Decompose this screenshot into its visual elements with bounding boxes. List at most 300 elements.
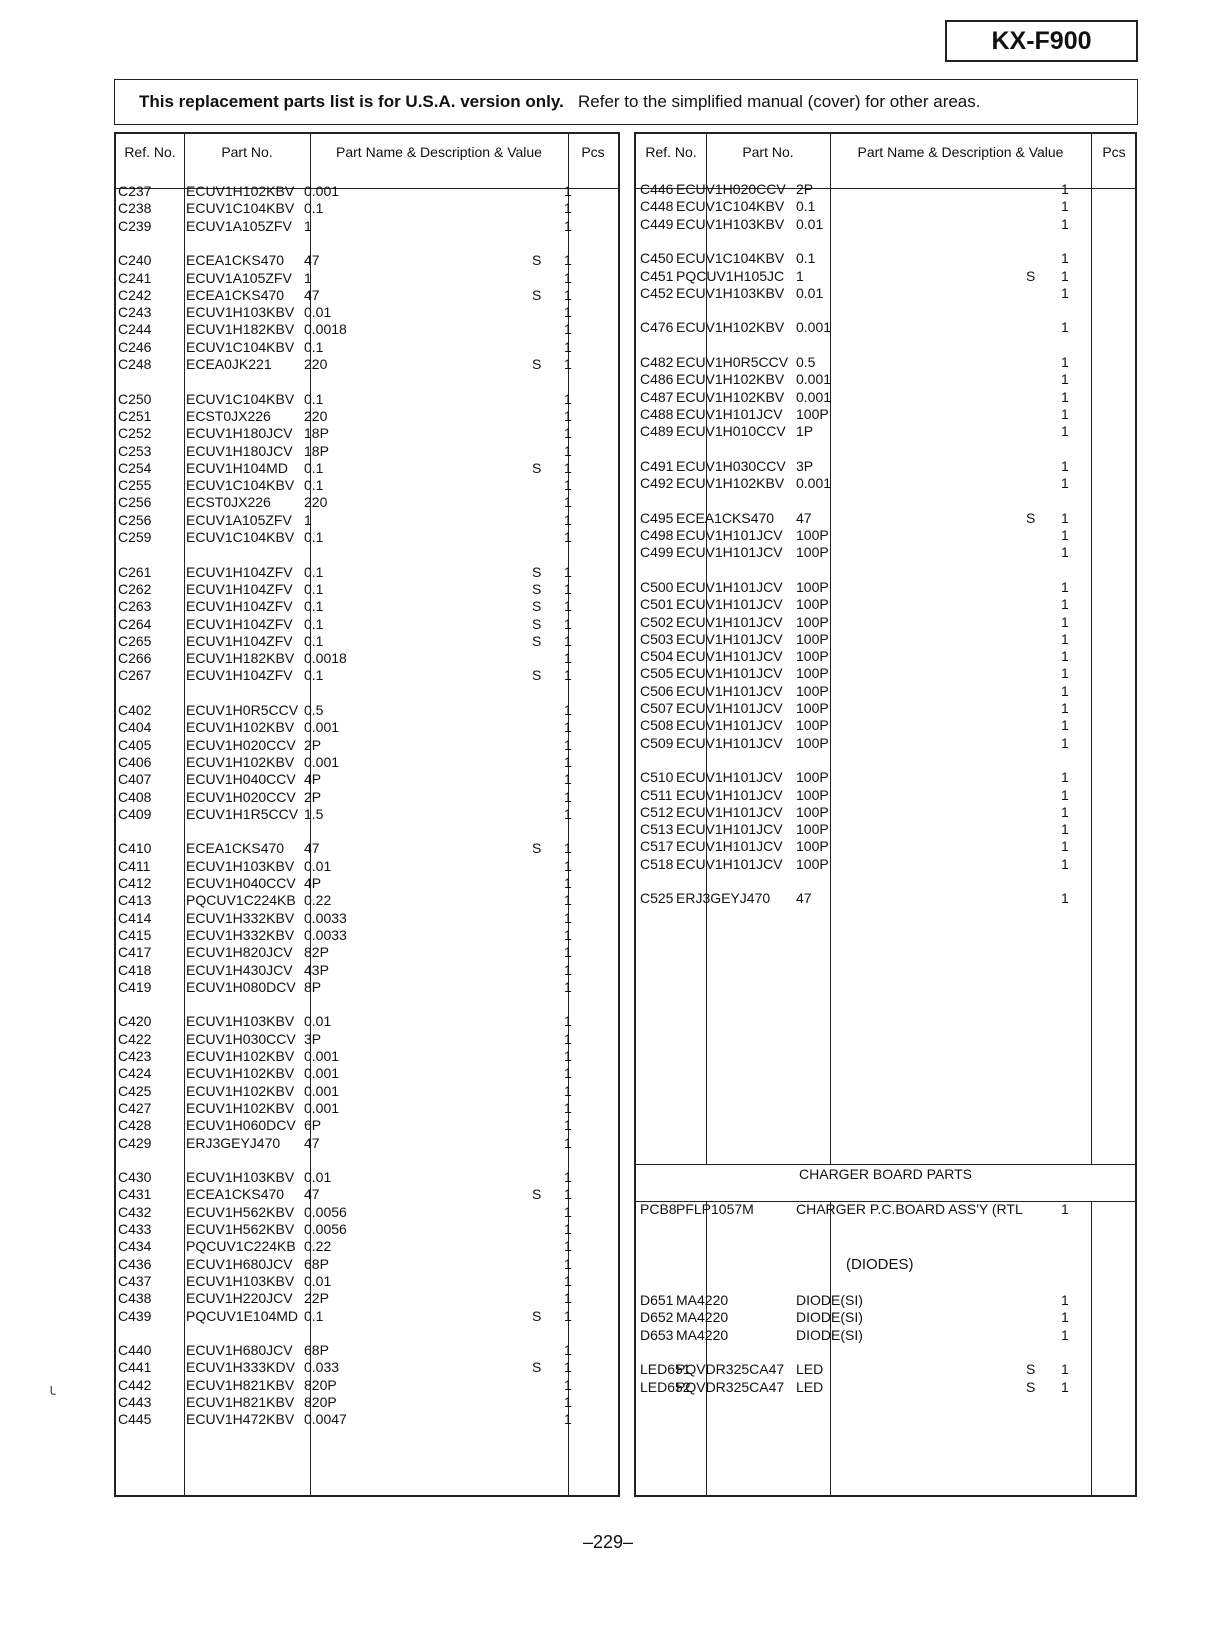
part-no: ECUV1H020CCV [676, 181, 786, 197]
ref-no: C499 [640, 544, 674, 561]
table-row [636, 716, 1135, 734]
description: 0.1 [304, 563, 324, 580]
pcs: 1 [564, 321, 572, 338]
header-pcs: Pcs [1102, 144, 1126, 160]
table-row [116, 961, 618, 979]
description: 0.22 [304, 892, 332, 909]
safety-mark: S [532, 840, 542, 857]
ref-no: C411 [118, 857, 151, 874]
pcs: 1 [1061, 544, 1069, 561]
part-no: ECEA1CKS470 [186, 252, 285, 269]
pcs: 1 [1061, 527, 1069, 543]
ref-no: C436 [118, 1255, 152, 1272]
description: 1 [796, 267, 804, 284]
table-row [116, 926, 618, 944]
part-no: ECUV1C104KBV [186, 390, 295, 407]
pcs: 1 [1061, 717, 1069, 734]
ref-no: C423 [118, 1048, 152, 1064]
description: 0.01 [796, 215, 824, 232]
table-row [116, 943, 618, 961]
description: 0.0056 [304, 1203, 347, 1220]
part-no: ECUV1H010CCV [676, 423, 786, 440]
ref-no: C262 [118, 580, 152, 597]
ref-no: C405 [118, 736, 152, 753]
pcs: 1 [564, 1376, 572, 1393]
ref-no: LED652 [640, 1378, 691, 1395]
ref-no: C404 [118, 719, 152, 736]
pcs: 1 [1061, 198, 1069, 215]
pcs: 1 [564, 459, 572, 476]
table-row [116, 736, 618, 754]
table-row [116, 320, 618, 338]
table-row [636, 682, 1135, 700]
table-row [636, 734, 1135, 752]
pcs: 1 [1061, 215, 1069, 232]
description: DIODE(SI) [796, 1309, 863, 1326]
description: 47 [304, 1134, 320, 1151]
part-no: ECUV1C104KBV [186, 338, 295, 355]
description: 0.1 [304, 580, 324, 597]
ref-no: C487 [640, 388, 674, 405]
description: 100P [796, 405, 829, 422]
description: 0.01 [304, 1013, 332, 1030]
description: 47 [796, 890, 812, 907]
ref-no: C438 [118, 1290, 152, 1307]
ref-no: C513 [640, 821, 674, 838]
table-row [116, 1185, 618, 1203]
safety-mark: S [532, 1186, 542, 1203]
table-row [636, 889, 1135, 907]
pcs: 1 [1061, 1361, 1069, 1378]
part-no: ECUV1H104ZFV [186, 615, 293, 632]
table-row [116, 718, 618, 736]
diodes-subtitle: (DIODES) [846, 1256, 914, 1273]
description: 8P [304, 978, 322, 995]
table-row [116, 1064, 618, 1082]
table-row [636, 388, 1135, 406]
pcs: 1 [564, 909, 572, 926]
table-row [636, 249, 1135, 267]
pcs: 1 [564, 667, 572, 684]
pcs: 1 [1061, 838, 1069, 855]
part-no: PQCUV1H105JC [676, 267, 785, 284]
ref-no: C482 [640, 354, 674, 370]
description: 0.001 [304, 1099, 340, 1116]
table-row [116, 597, 618, 615]
pcs: 1 [564, 771, 572, 788]
part-no: ECUV1H821KBV [186, 1376, 295, 1393]
header-part: Part No. [221, 144, 273, 160]
description: 100P [796, 717, 829, 734]
ref-no: C412 [118, 875, 152, 891]
header-desc: Part Name & Description & Value [336, 144, 542, 160]
pcs: 1 [1061, 613, 1069, 630]
description: 0.001 [796, 475, 832, 492]
pcs: 1 [564, 1082, 572, 1099]
part-no: ECUV1H472KBV [186, 1411, 295, 1428]
description: 100P [796, 665, 829, 682]
description: 0.1 [304, 477, 324, 494]
safety-mark: S [532, 1359, 542, 1376]
description: 100P [796, 596, 829, 613]
part-no: ECEA1CKS470 [186, 286, 285, 303]
pcs: 1 [564, 753, 572, 770]
ref-no: C241 [118, 269, 152, 286]
ref-no: C259 [118, 529, 152, 545]
part-no: ECUV1H220JCV [186, 1290, 293, 1307]
ref-no: C409 [118, 805, 152, 822]
part-no: ECUV1C104KBV [186, 200, 295, 217]
pcs: 1 [564, 702, 572, 718]
description: 0.0056 [304, 1221, 347, 1237]
safety-mark: S [532, 632, 542, 649]
table-row [116, 1358, 618, 1376]
binding-mark: ╰ [47, 1386, 56, 1402]
part-no: ECUV1H101JCV [676, 630, 783, 647]
part-no: ECUV1H060DCV [186, 1117, 296, 1134]
table-row [116, 493, 618, 511]
description: 6P [304, 1117, 322, 1134]
table-row [116, 978, 618, 996]
pcs: 1 [564, 926, 572, 943]
part-no: PQCUV1C224KB [186, 892, 296, 909]
ref-no: C498 [640, 527, 674, 543]
ref-no: C430 [118, 1169, 152, 1186]
part-no: ECUV1H101JCV [676, 665, 783, 682]
description: 0.001 [304, 183, 340, 199]
description: 100P [796, 786, 829, 803]
safety-mark: S [1026, 509, 1036, 526]
pcs: 1 [564, 1134, 572, 1151]
description: 0.033 [304, 1359, 340, 1376]
ref-no: C443 [118, 1394, 152, 1410]
description: 47 [304, 840, 320, 857]
safety-mark: S [1026, 1378, 1036, 1395]
part-no: ECUV1H101JCV [676, 786, 783, 803]
part-no: ECUV1H103KBV [186, 857, 295, 874]
ref-no: C507 [640, 700, 674, 716]
ref-no: C446 [640, 181, 674, 197]
part-no: ECUV1H0R5CCV [186, 702, 299, 718]
ref-no: C486 [640, 371, 674, 388]
part-no: ECEA1CKS470 [676, 509, 775, 526]
pcs: 1 [564, 183, 572, 199]
description: 4P [304, 875, 322, 891]
table-row [116, 891, 618, 909]
part-no: ECUV1H102KBV [186, 1065, 295, 1082]
description: LED [796, 1378, 824, 1395]
table-row [116, 1203, 618, 1221]
part-no: ECST0JX226 [186, 494, 271, 511]
part-no: ECUV1H680JCV [186, 1255, 293, 1272]
part-no: ECUV1H101JCV [676, 596, 783, 613]
description: 0.1 [304, 632, 324, 649]
pcs: 1 [564, 961, 572, 978]
description: 2P [304, 788, 322, 805]
part-no: ECUV1H430JCV [186, 961, 293, 978]
ref-no: C255 [118, 477, 152, 494]
ref-no: C510 [640, 769, 674, 786]
part-no: ECUV1H101JCV [676, 648, 783, 665]
ref-no: C239 [118, 217, 152, 234]
pcs: 1 [1061, 630, 1069, 647]
table-row [116, 355, 618, 373]
charger-section-title: CHARGER BOARD PARTS [799, 1166, 972, 1182]
pcs: 1 [1061, 769, 1069, 786]
notice-banner [114, 79, 1138, 125]
pcs: 1 [564, 944, 572, 961]
ref-no: LED651 [640, 1361, 691, 1378]
part-no: ECUV1H101JCV [676, 821, 783, 838]
description: 0.001 [796, 319, 832, 336]
ref-no: C491 [640, 457, 674, 474]
ref-no: C410 [118, 840, 152, 857]
pcs: 1 [564, 580, 572, 597]
ref-no: C434 [118, 1238, 152, 1255]
table-row [116, 528, 618, 546]
part-no: ECUV1H101JCV [676, 769, 783, 786]
description: 100P [796, 803, 829, 820]
part-no: ECUV1C104KBV [186, 529, 295, 545]
part-no: ECUV1H103KBV [676, 215, 785, 232]
part-no: ECUV1H101JCV [676, 527, 783, 543]
pcs: 1 [564, 529, 572, 545]
part-no: ECUV1H103KBV [186, 304, 295, 321]
ref-no: C433 [118, 1221, 152, 1237]
pcs: 1 [1061, 1292, 1069, 1308]
part-no: ECUV1C104KBV [186, 477, 295, 494]
description: 0.01 [304, 1169, 332, 1186]
part-no: ECUV1H103KBV [186, 1169, 295, 1186]
ref-no: C237 [118, 183, 152, 199]
table-row [636, 613, 1135, 631]
table-row [116, 1220, 618, 1238]
ref-no: PCB8 [640, 1201, 677, 1217]
pcs: 1 [564, 304, 572, 321]
part-no: ERJ3GEYJ470 [186, 1134, 281, 1151]
table-row [116, 407, 618, 425]
description: 47 [796, 509, 812, 526]
table-row [116, 251, 618, 269]
ref-no: C518 [640, 855, 674, 872]
part-no: ECUV1A105ZFV [186, 269, 292, 286]
pcs: 1 [564, 1411, 572, 1428]
pcs: 1 [1061, 388, 1069, 405]
pcs: 1 [1061, 786, 1069, 803]
table-row [636, 353, 1135, 371]
description: 100P [796, 700, 829, 716]
pcs: 1 [564, 805, 572, 822]
ref-no: C450 [640, 250, 674, 267]
part-no: ECUV1H101JCV [676, 803, 783, 820]
description: 82P [304, 944, 329, 961]
description: 100P [796, 613, 829, 630]
ref-no: C242 [118, 286, 152, 303]
table-row [116, 511, 618, 529]
part-no: ECUV1H020CCV [186, 788, 296, 805]
part-no: ECUV1H0R5CCV [676, 354, 789, 370]
description: 0.1 [304, 1307, 324, 1324]
pcs: 1 [564, 719, 572, 736]
header-ref: Ref. No. [645, 144, 697, 160]
part-no: ECUV1H182KBV [186, 650, 295, 667]
description: 0.001 [304, 719, 340, 736]
part-no: ECUV1H102KBV [186, 1082, 295, 1099]
part-no: ECEA0JK221 [186, 356, 272, 372]
pcs: 1 [1061, 648, 1069, 665]
ref-no: C506 [640, 682, 674, 699]
ref-no: C504 [640, 648, 674, 665]
table-row [636, 267, 1135, 285]
ref-no: C502 [640, 613, 674, 630]
pcs: 1 [564, 1238, 572, 1255]
table-row [116, 563, 618, 581]
safety-mark: S [532, 598, 542, 615]
part-no: ECUV1H101JCV [676, 734, 783, 751]
part-no: ECUV1H104MD [186, 459, 288, 476]
ref-no: C440 [118, 1342, 152, 1359]
table-row [116, 199, 618, 217]
table-row [636, 699, 1135, 717]
part-no: ECEA1CKS470 [186, 1186, 285, 1203]
table-row [636, 197, 1135, 215]
table-row [116, 1134, 618, 1152]
ref-no: C509 [640, 734, 674, 751]
table-row [636, 1378, 1135, 1396]
table-row [636, 647, 1135, 665]
description: CHARGER P.C.BOARD ASS'Y (RTL [796, 1201, 1023, 1217]
ref-no: C414 [118, 909, 152, 926]
table-row [116, 269, 618, 287]
ref-no: C422 [118, 1030, 152, 1047]
part-no: ECUV1H101JCV [676, 613, 783, 630]
pcs: 1 [564, 390, 572, 407]
ref-no: C413 [118, 892, 152, 909]
pcs: 1 [564, 494, 572, 511]
pcs: 1 [1061, 319, 1069, 336]
pcs: 1 [1061, 423, 1069, 440]
ref-no: C246 [118, 338, 152, 355]
ref-no: C254 [118, 459, 152, 476]
table-row [116, 805, 618, 823]
table-row [116, 909, 618, 927]
description: 100P [796, 578, 829, 595]
table-row [636, 509, 1135, 527]
description: 100P [796, 838, 829, 855]
pcs: 1 [564, 1272, 572, 1289]
table-row [116, 788, 618, 806]
part-no: ECUV1H102KBV [676, 319, 785, 336]
pcs: 1 [564, 892, 572, 909]
description: 47 [304, 286, 320, 303]
description: 0.001 [796, 388, 832, 405]
table-row [116, 1116, 618, 1134]
pcs: 1 [564, 1221, 572, 1237]
ref-no: C250 [118, 390, 152, 407]
table-row [636, 786, 1135, 804]
pcs: 1 [564, 1359, 572, 1376]
part-no: ECUV1H102KBV [676, 475, 785, 492]
description: 1.5 [304, 805, 324, 822]
ref-no: C256 [118, 511, 152, 528]
ref-no: C448 [640, 198, 674, 215]
pcs: 1 [564, 840, 572, 857]
pcs: 1 [1061, 578, 1069, 595]
safety-mark: S [532, 1307, 542, 1324]
ref-no: C420 [118, 1013, 152, 1030]
ref-no: C425 [118, 1082, 152, 1099]
description: 0.0033 [304, 926, 347, 943]
ref-no: C265 [118, 632, 152, 649]
ref-no: C441 [118, 1359, 152, 1376]
description: 0.0018 [304, 321, 347, 338]
pcs: 1 [1061, 734, 1069, 751]
part-no: ECUV1H182KBV [186, 321, 295, 338]
table-row [116, 1272, 618, 1290]
description: 1 [304, 511, 312, 528]
ref-no: C500 [640, 578, 674, 595]
ref-no: C517 [640, 838, 674, 855]
description: DIODE(SI) [796, 1292, 863, 1308]
ref-no: C261 [118, 563, 152, 580]
description: 68P [304, 1342, 329, 1359]
safety-mark: S [532, 286, 542, 303]
pcs: 1 [564, 338, 572, 355]
description: 43P [304, 961, 329, 978]
pcs: 1 [1061, 267, 1069, 284]
ref-no: C495 [640, 509, 674, 526]
part-no: ECUV1H030CCV [676, 457, 786, 474]
pcs: 1 [1061, 405, 1069, 422]
description: 0.0047 [304, 1411, 347, 1428]
pcs: 1 [564, 598, 572, 615]
ref-no: C452 [640, 284, 674, 301]
pcs: 1 [564, 477, 572, 494]
pcs: 1 [564, 356, 572, 372]
description: 68P [304, 1255, 329, 1272]
part-no: ECUV1C104KBV [676, 198, 785, 215]
table-row [116, 649, 618, 667]
page-number: –229– [582, 1532, 634, 1552]
ref-no: C431 [118, 1186, 152, 1203]
pcs: 1 [564, 632, 572, 649]
ref-no: C505 [640, 665, 674, 682]
table-row [116, 770, 618, 788]
pcs: 1 [1061, 1378, 1069, 1395]
description: 820P [304, 1394, 337, 1410]
part-no: PQVDR325CA47 [676, 1378, 785, 1395]
description: 2P [304, 736, 322, 753]
ref-no: C501 [640, 596, 674, 613]
safety-mark: S [532, 252, 542, 269]
table-row [636, 855, 1135, 873]
part-no: ECUV1H102KBV [186, 1099, 295, 1116]
pcs: 1 [564, 286, 572, 303]
ref-no: C240 [118, 252, 152, 269]
description: 220 [304, 494, 328, 511]
table-row [116, 1289, 618, 1307]
part-no: ECUV1H101JCV [676, 838, 783, 855]
part-no: ECUV1H104ZFV [186, 667, 293, 684]
safety-mark: S [532, 580, 542, 597]
pcs: 1 [1061, 1326, 1069, 1343]
table-row [116, 424, 618, 442]
part-no: ECUV1H820JCV [186, 944, 293, 961]
table-row [116, 476, 618, 494]
table-row [636, 664, 1135, 682]
pcs: 1 [1061, 354, 1069, 370]
pcs: 1 [564, 1169, 572, 1186]
